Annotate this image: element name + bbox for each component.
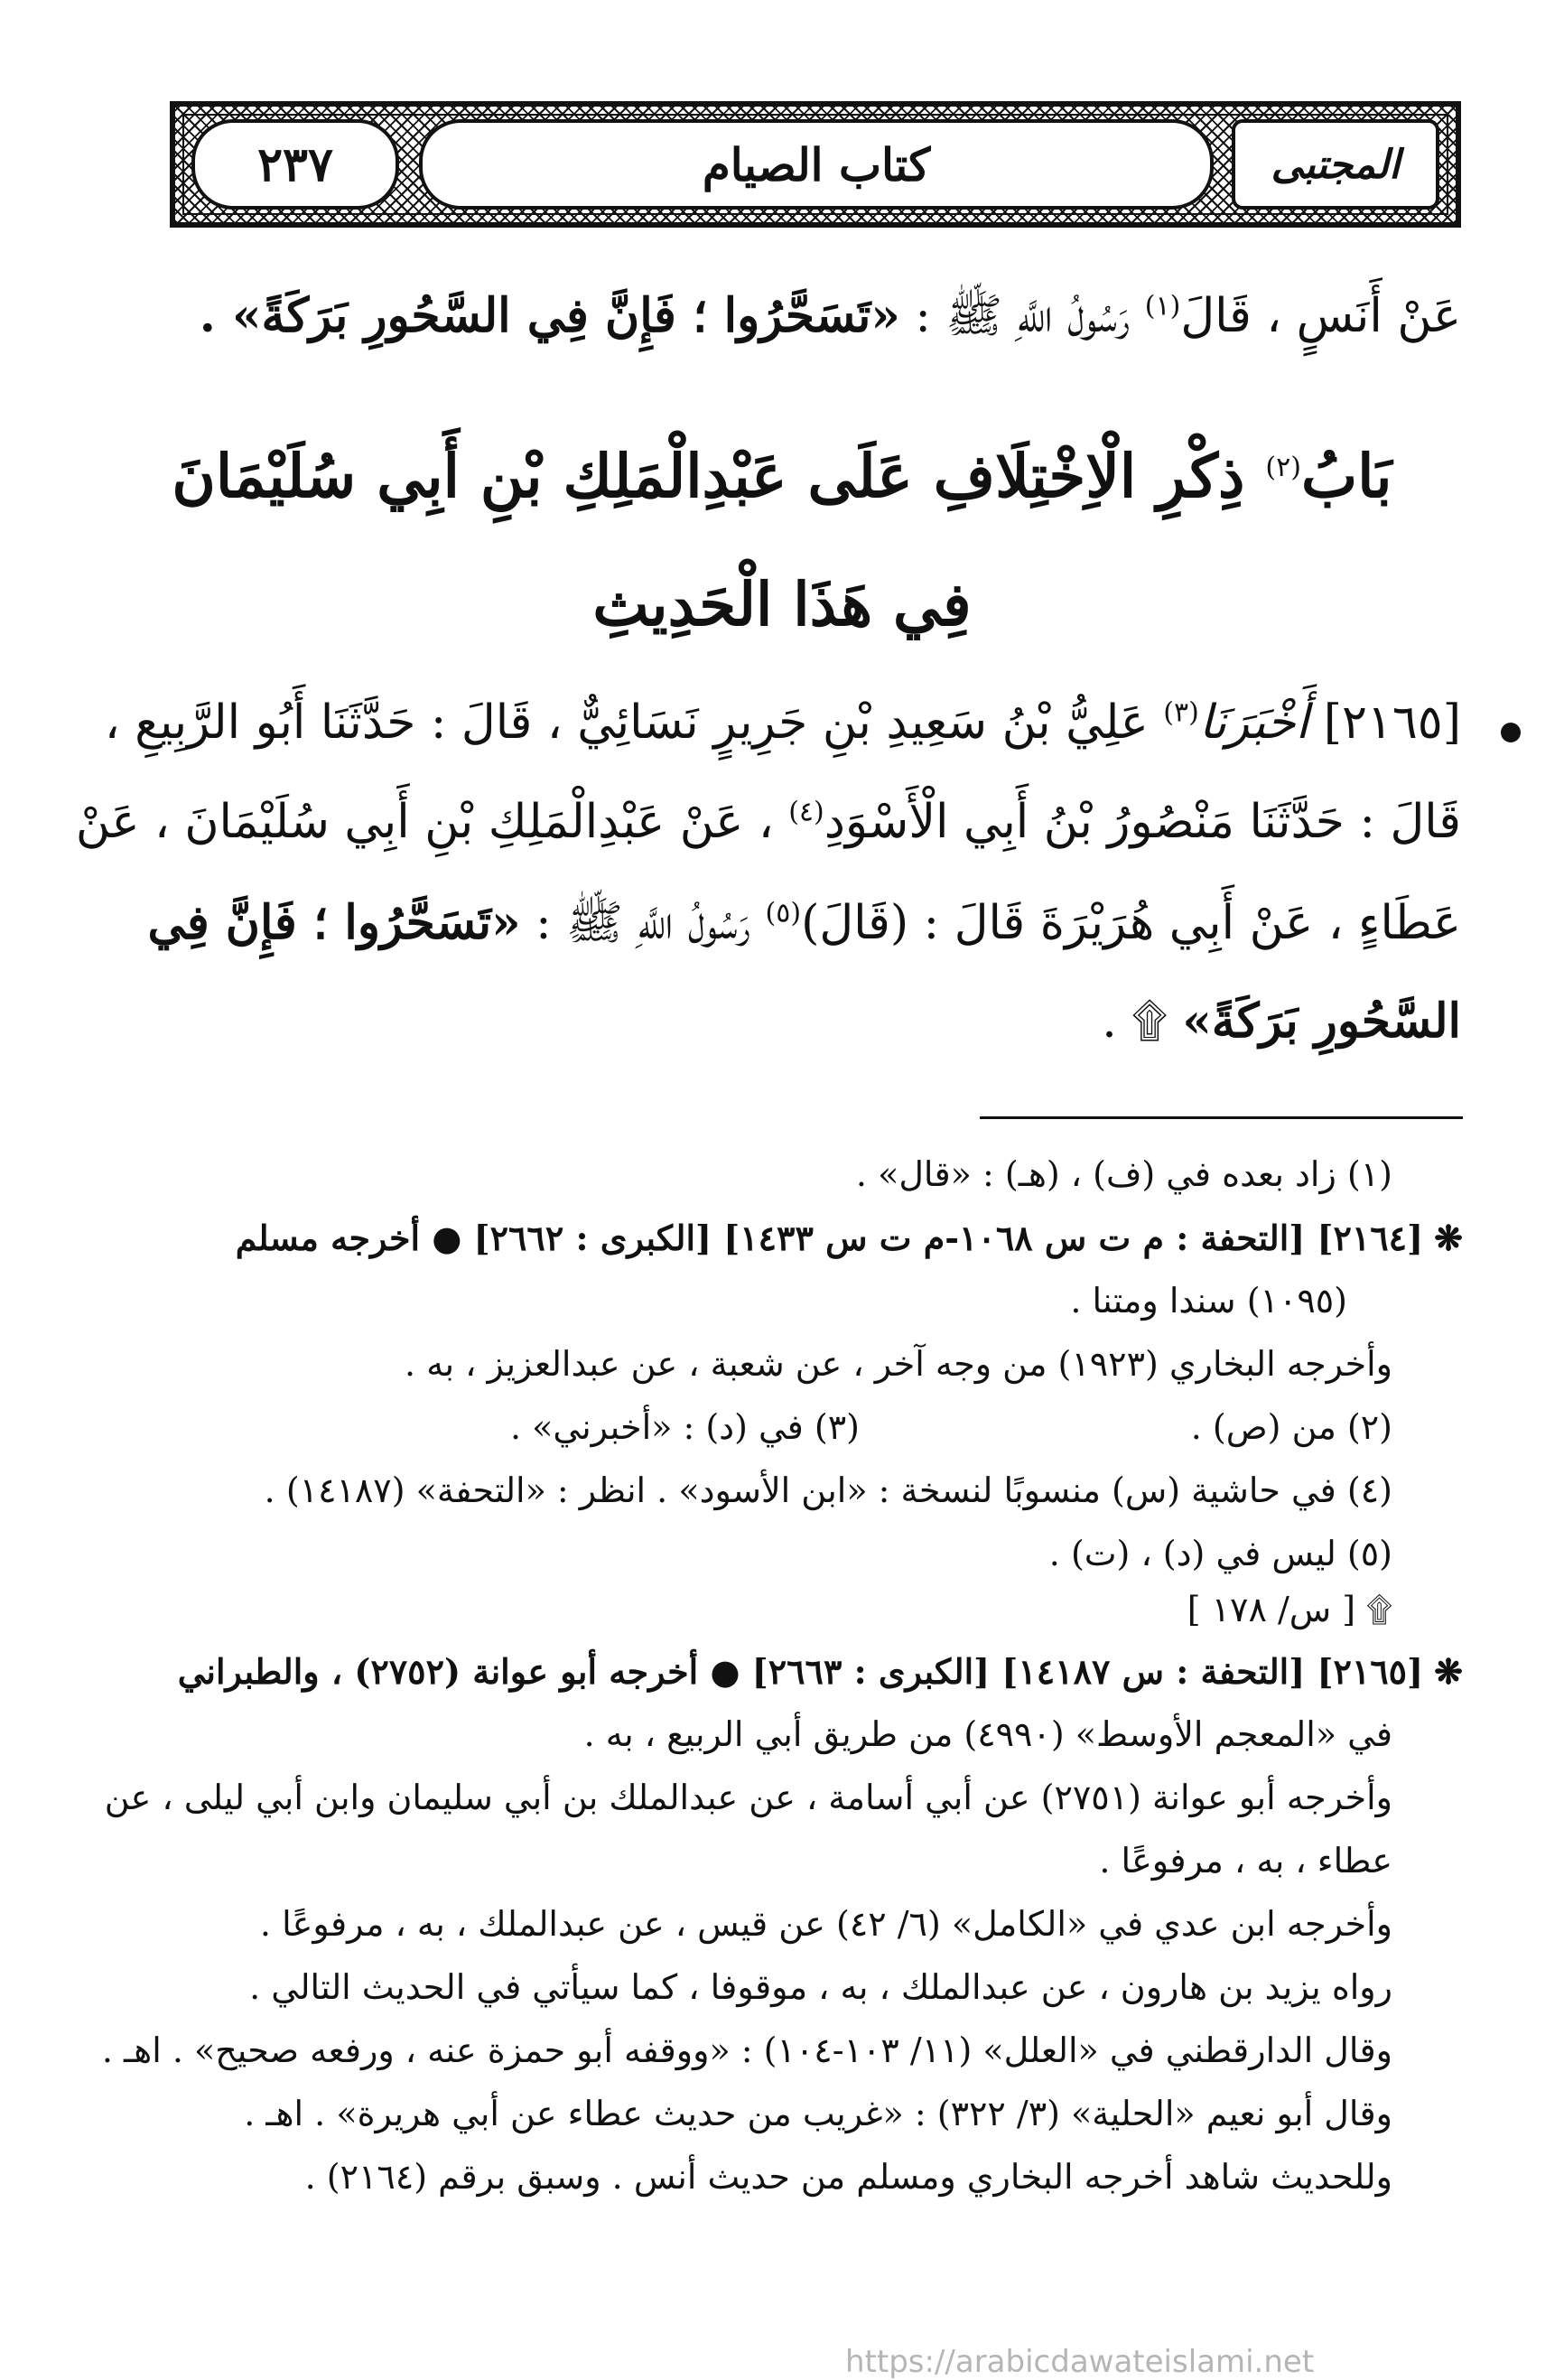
footnote-ref-2: (٢)	[1265, 452, 1301, 483]
hadith-line-2-a: قَالَ : حَدَّثَنَا مَنْصُورُ بْنُ أَبِي الْأَسْوَدِ	[824, 795, 1461, 849]
takhrij-2165-line-4: عطاء ، به ، مرفوعًا .	[1099, 1841, 1392, 1881]
intro-quote: «تَسَحَّرُوا ؛ فَإِنَّ فِي السَّحُورِ بَرَكَةً» .	[199, 288, 900, 343]
footnote-takhrij-2165	[178, 1651, 1463, 1692]
footnote-takhrij-2164	[236, 1218, 1463, 1258]
takhrij-2164-line-2: (١٠٩٥) سندا ومتنا .	[1070, 1281, 1347, 1321]
intro-prefix: عَنْ أَنَسٍ ، قَالَ	[1180, 289, 1461, 343]
hadith-quote-start: «تَسَحَّرُوا ؛ فَإِنَّ فِي	[147, 895, 521, 950]
hadith-line-3-b: رَسُولُ اللَّهِ ﷺ :	[520, 896, 766, 950]
takhrij-2164-line-3: وأخرجه البخاري (١٩٢٣) من وجه آخر ، عن شعبة ، عن عبدالعزيز ، به .	[404, 1344, 1392, 1384]
hadith-line-4	[172, 994, 1461, 1050]
hadith-number: [٢١٦٥]	[1323, 695, 1461, 750]
bullet-dot	[1501, 723, 1521, 742]
footnote-1: (١) زاد بعده في (ف) ، (هـ) : «قال» .	[855, 1154, 1392, 1194]
hadith-line-1	[104, 695, 1461, 750]
takhrij-2165-line-1: [٢١٦٥] [التحفة : س ١٤١٨٧] [الكبرى : ٢٦٦٣] ● أخرجه أبو عوانة (٢٧٥٢) ، والطبراني	[177, 1651, 1424, 1692]
footnote-4: (٤) في حاشية (س) منسوبًا لنسخة : «ابن الأسود» . انظر : «التحفة» (١٤١٨٧) .	[264, 1470, 1392, 1510]
takhrij-2165-line-7: وقال الدارقطني في «العلل» (١١/ ١٠٣-١٠٤) : «ووقفه أبو حمزة عنه ، ورفعه صحيح» . اهـ .	[101, 2030, 1392, 2070]
intro-line	[172, 287, 1461, 355]
hadith-line-4-end: ۩ .	[1102, 994, 1183, 1049]
footnote-ref-4: (٤)	[788, 796, 824, 828]
book-name: المجتبى	[1271, 141, 1401, 188]
takhrij-2165-line-9: وللحديث شاهد أخرجه البخاري ومسلم من حديث أنس . وسبق برقم (٢١٦٤) .	[304, 2157, 1392, 2197]
footnote-ref-3: (٣)	[1163, 696, 1199, 729]
takhrij-2165-line-6: رواه يزيد بن هارون ، عن عبدالملك ، به ، موقوفا ، كما سيأتي في الحديث التالي .	[249, 1967, 1392, 2007]
takhrij-2164-line-1: [٢١٦٤] [التحفة : م ت س ١٠٦٨-م ت س ١٤٣٣] [الكبرى : ٢٦٦٢] ● أخرجه مسلم	[235, 1218, 1424, 1258]
footnote-separator	[980, 1116, 1463, 1119]
hadith-akhbarana: أَخْبَرَنَا	[1198, 695, 1324, 750]
footnote-3: (٣) في (د) : «أخبرني» .	[510, 1407, 860, 1447]
chapter-word: بَابُ	[1300, 441, 1392, 511]
page-reference: ۩ [ س/ ١٧٨ ]	[1187, 1590, 1392, 1629]
footnote-2: (٢) من (ص) .	[1190, 1407, 1392, 1447]
chapter-title-line-1	[135, 441, 1429, 511]
watermark-url: https://arabicdawateislami.net	[845, 2344, 1315, 2380]
running-title: كتاب الصيام	[702, 137, 931, 191]
book-name-cartouche	[1232, 119, 1439, 210]
hadith-line-2	[75, 795, 1461, 849]
hadith-line-3-a: عَطَاءٍ ، عَنْ أَبِي هُرَيْرَةَ قَالَ : (قَالَ)	[801, 896, 1461, 950]
takhrij-2165-line-3: وأخرجه أبو عوانة (٢٧٥١) عن أبي أسامة ، عن عبدالملك بن أبي سليمان وابن أبي ليلى ، عن	[104, 1778, 1392, 1817]
hadith-line-2-b: ، عَنْ عَبْدِالْمَلِكِ بْنِ أَبِي سُلَيْمَانَ ، عَنْ	[75, 795, 789, 849]
takhrij-2165-line-5: وأخرجه ابن عدي في «الكامل» (٦/ ٤٢) عن قيس ، عن عبدالملك ، به ، مرفوعًا .	[259, 1904, 1392, 1944]
star-mark-icon: ❋	[1434, 1218, 1463, 1258]
chapter-title-text: ذِكْرِ الْاِخْتِلَافِ عَلَى عَبْدِالْمَلِكِ بْنِ أَبِي سُلَيْمَانَ	[172, 441, 1266, 511]
hadith-line-1-text: عَلِيُّ بْنُ سَعِيدِ بْنِ جَرِيرٍ نَسَائِيٌّ ، قَالَ : حَدَّثَنَا أَبُو الرَّبِيعِ ،	[104, 695, 1164, 750]
footnote-5: (٥) ليس في (د) ، (ت) .	[1048, 1534, 1392, 1573]
star-mark-icon: ❋	[1434, 1651, 1463, 1692]
takhrij-2165-line-2: في «المعجم الأوسط» (٤٩٩٠) من طريق أبي الربيع ، به .	[583, 1714, 1392, 1754]
chapter-title-line-2: فِي هَذَا الْحَدِيثِ	[592, 569, 972, 639]
ornamental-header	[170, 101, 1461, 228]
page-number: ٢٣٧	[257, 136, 333, 192]
hadith-quote-end: السَّحُورِ بَرَكَةً»	[1182, 994, 1461, 1049]
footnote-ref-1: (١)	[1144, 290, 1181, 322]
intro-middle: رَسُولُ اللَّهِ ﷺ :	[899, 289, 1145, 343]
hadith-line-3	[147, 894, 1461, 962]
chapter-title-cartouche	[419, 119, 1214, 210]
page-number-cartouche	[191, 119, 399, 210]
footnote-ref-5: (٥)	[765, 897, 802, 929]
takhrij-2165-line-8: وقال أبو نعيم «الحلية» (٣/ ٣٢٢) : «غريب من حديث عطاء عن أبي هريرة» . اهـ .	[244, 2094, 1392, 2133]
